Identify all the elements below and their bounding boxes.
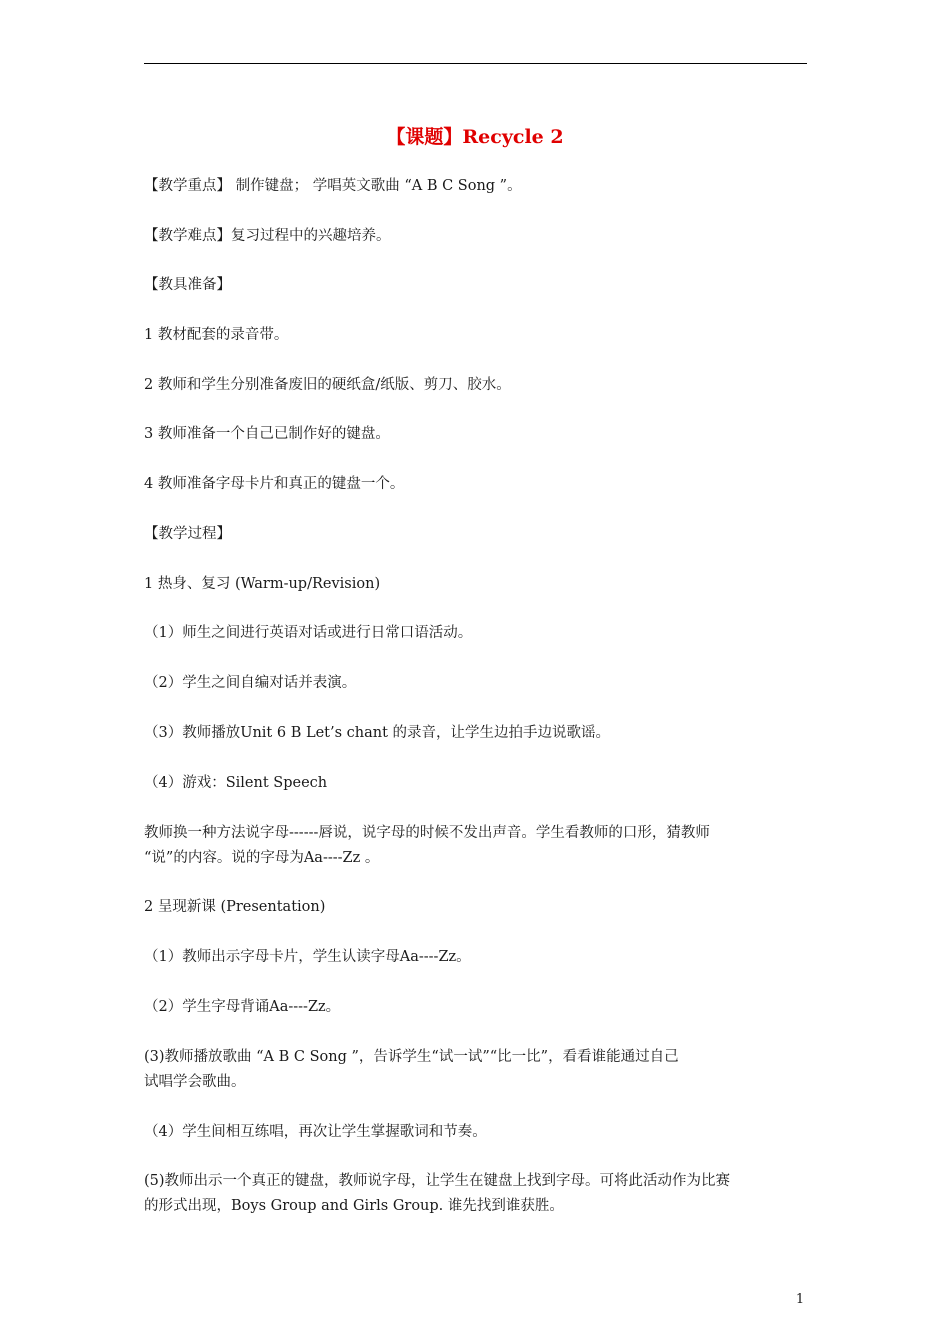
materials-item-1: 1 教材配套的录音带。 xyxy=(144,327,289,343)
presentation-step-5 xyxy=(144,1169,808,1219)
paragraph-line: (5)教师出示一个真正的键盘，教师说字母，让学生在键盘上找到字母。可将此活动作为比赛 xyxy=(144,1173,731,1189)
presentation-step-1: （1）教师出示字母卡片，学生认读字母Aa----Zz。 xyxy=(144,949,471,965)
lesson-title: 【课题】Recycle 2 xyxy=(386,126,564,148)
silent-speech-description xyxy=(144,821,808,871)
presentation-step-4: （4）学生间相互练唱，再次让学生掌握歌词和节奏。 xyxy=(144,1124,487,1140)
warmup-step-2: （2）学生之间自编对话并表演。 xyxy=(144,675,357,691)
paragraph-line: 的形式出现，Boys Group and Girls Group. 谁先找到谁获胜。 xyxy=(144,1198,564,1214)
section-warmup-heading: 1 热身、复习 (Warm-up/Revision) xyxy=(144,576,381,592)
presentation-step-3 xyxy=(144,1045,808,1095)
warmup-step-3: （3）教师播放Unit 6 B Let’s chant 的录音，让学生边拍手边说歌谣。 xyxy=(144,725,611,741)
warmup-step-1: （1）师生之间进行英语对话或进行日常口语活动。 xyxy=(144,625,473,641)
page-number: 1 xyxy=(795,1292,805,1307)
materials-heading: 【教具准备】 xyxy=(144,277,231,293)
section-presentation-heading: 2 呈现新课 (Presentation) xyxy=(144,899,326,915)
header-rule xyxy=(144,63,807,64)
paragraph-line: 教师换一种方法说字母------唇说，说字母的时候不发出声音。学生看教师的口形，猜教师 xyxy=(144,825,710,841)
materials-item-4: 4 教师准备字母卡片和真正的键盘一个。 xyxy=(144,476,405,492)
materials-item-3: 3 教师准备一个自己已制作好的键盘。 xyxy=(144,426,390,442)
difficult-points: 【教学难点】复习过程中的兴趣培养。 xyxy=(144,228,391,244)
paragraph-line: 试唱学会歌曲。 xyxy=(144,1074,246,1090)
paragraph-line: “说”的内容。说的字母为Aa----Zz 。 xyxy=(144,850,380,866)
warmup-step-4: （4）游戏：Silent Speech xyxy=(144,775,328,791)
materials-item-2: 2 教师和学生分别准备废旧的硬纸盒/纸版、剪刀、胶水。 xyxy=(144,377,511,393)
process-heading: 【教学过程】 xyxy=(144,526,231,542)
key-points: 【教学重点】 制作键盘； 学唱英文歌曲 “A B C Song ”。 xyxy=(144,178,522,194)
paragraph-line: (3)教师播放歌曲 “A B C Song ”，告诉学生“试一试”“比一比”，看看谁能通过自己 xyxy=(144,1049,679,1065)
presentation-step-2: （2）学生字母背诵Aa----Zz。 xyxy=(144,999,341,1015)
